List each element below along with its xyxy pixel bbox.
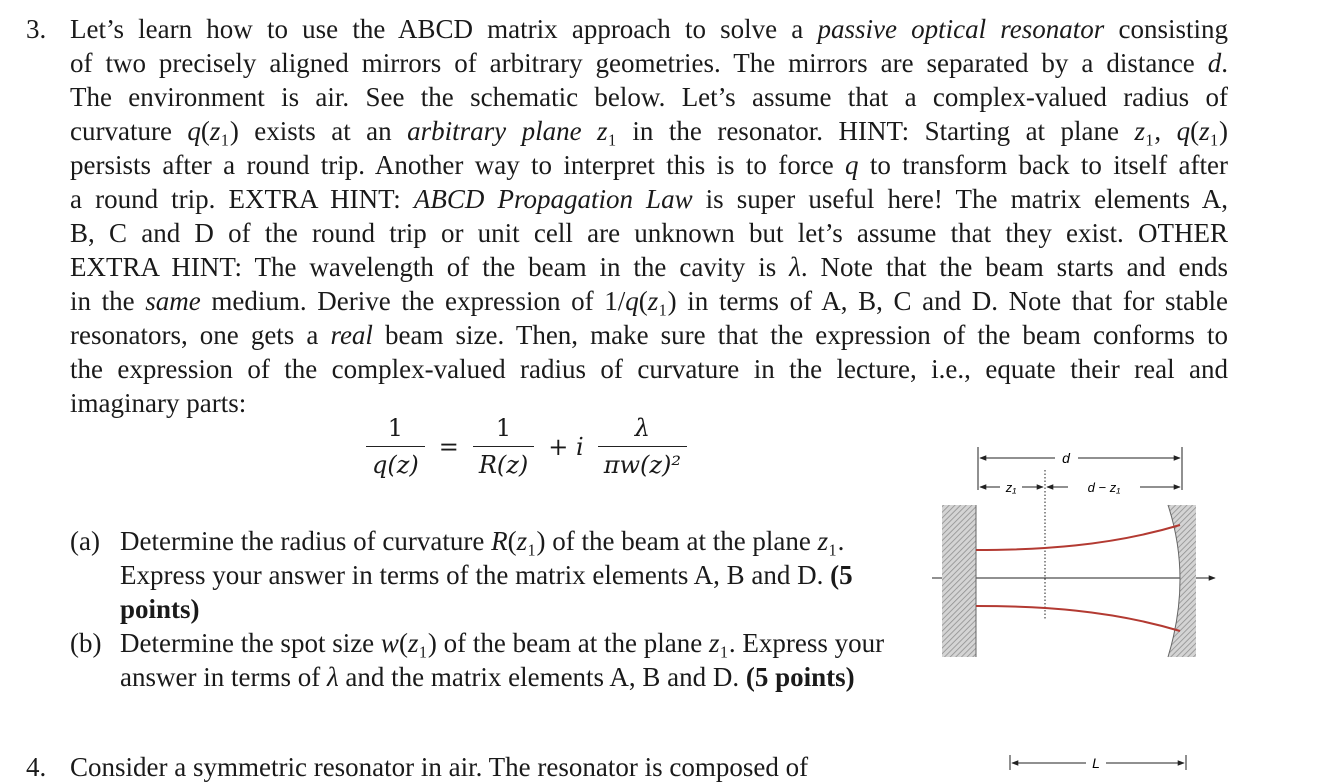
points-label: (5 points) xyxy=(120,560,853,624)
label-d-minus-z1: d − z₁ xyxy=(1087,480,1121,495)
italic-text: q xyxy=(187,116,201,146)
text-line: in the same medium. Derive the expression of 1/q(z₁) in terms of A, B, C and D. Note that for stable xyxy=(70,286,1228,316)
italic-text: λ xyxy=(789,252,801,282)
text-line: The environment is air. See the schematic below. Let’s assume that a complex-valued radius of xyxy=(70,82,1228,112)
italic-text: z xyxy=(647,286,659,316)
italic-text: d xyxy=(1207,48,1222,78)
curvature-numerator: 1 xyxy=(495,414,512,442)
italic-text: z xyxy=(516,526,528,556)
italic-text: z xyxy=(1199,116,1210,146)
text-line: B, C and D of the round trip or unit cell are unknown but let’s assume that they exist. OTHER xyxy=(70,218,1228,248)
beam-lower-edge xyxy=(976,606,1180,631)
curvature-denominator: R(z) xyxy=(473,446,534,479)
text-line: imaginary parts: xyxy=(70,388,247,418)
spot-denominator: πw(z)² xyxy=(598,446,687,479)
sub-question-label: (a) xyxy=(70,526,100,556)
italic-text: z xyxy=(709,628,720,658)
italic-text: z xyxy=(407,628,419,658)
text-line: curvature q(z₁) exists at an arbitrary plane z₁ in the resonator. HINT: Starting at plane z₁, q(z₁) xyxy=(70,116,1228,146)
italic-text: real xyxy=(330,320,373,350)
plus-i: + i xyxy=(548,432,584,461)
beam-upper-edge xyxy=(976,525,1180,550)
italic-text: passive optical resonator xyxy=(817,14,1105,44)
text-line: persists after a round trip. Another way to interpret this is to force q to transform back to itself after xyxy=(70,150,1228,180)
lhs-denominator: q(z) xyxy=(366,446,425,479)
label-d: d xyxy=(1062,450,1070,466)
points-label: (5 points) xyxy=(745,662,855,692)
italic-text: λ xyxy=(326,662,339,692)
label-L: L xyxy=(1092,755,1100,770)
italic-text: q xyxy=(845,150,859,180)
italic-text: z xyxy=(1134,116,1145,146)
sub-question-text: Determine the spot size w(z₁) of the beam at the plane z₁. Express your answer in terms of λ and the matrix elements A, B and D. (5 points) xyxy=(120,628,885,692)
lhs-numerator: 1 xyxy=(387,414,403,442)
text-line: Let’s learn how to use the ABCD matrix approach to solve a passive optical resonator consisting xyxy=(70,14,1228,44)
italic-text: z xyxy=(209,116,221,146)
italic-text: q xyxy=(1176,116,1191,146)
text-line: of two precisely aligned mirrors of arbitrary geometries. The mirrors are separated by a distance d. xyxy=(70,48,1228,78)
italic-text: ABCD Propagation Law xyxy=(413,184,693,214)
italic-text: same xyxy=(145,286,201,316)
sub-question-text: Determine the radius of curvature R(z₁) of the beam at the plane z₁. Express your answer in terms of the matrix elements A, B and D. (5 points) xyxy=(120,526,853,624)
flat-mirror xyxy=(942,505,976,657)
question-number: 3. xyxy=(26,14,47,44)
text-line: resonators, one gets a real beam size. Then, make sure that the expression of the beam conforms to xyxy=(70,320,1228,350)
text-line: the expression of the complex-valued radius of curvature in the lecture, i.e., equate their real and xyxy=(70,354,1228,384)
italic-text: arbitrary plane z xyxy=(407,116,608,146)
text-line: EXTRA HINT: The wavelength of the beam in the cavity is λ. Note that the beam starts and ends xyxy=(70,252,1228,282)
spot-numerator: λ xyxy=(634,414,650,442)
next-question-number: 4. xyxy=(26,752,47,782)
sub-question-label: (b) xyxy=(70,628,102,658)
label-z1: z₁ xyxy=(1005,480,1017,495)
next-question-text: Consider a symmetric resonator in air. The resonator is composed of xyxy=(70,752,809,782)
equals-sign: = xyxy=(438,432,459,461)
italic-text: q xyxy=(625,286,639,316)
text-line: a round trip. EXTRA HINT: ABCD Propagation Law is super useful here! The matrix elements A, xyxy=(70,184,1228,214)
italic-text: w xyxy=(380,628,399,658)
italic-text: R xyxy=(491,526,508,556)
italic-text: z xyxy=(817,526,829,556)
